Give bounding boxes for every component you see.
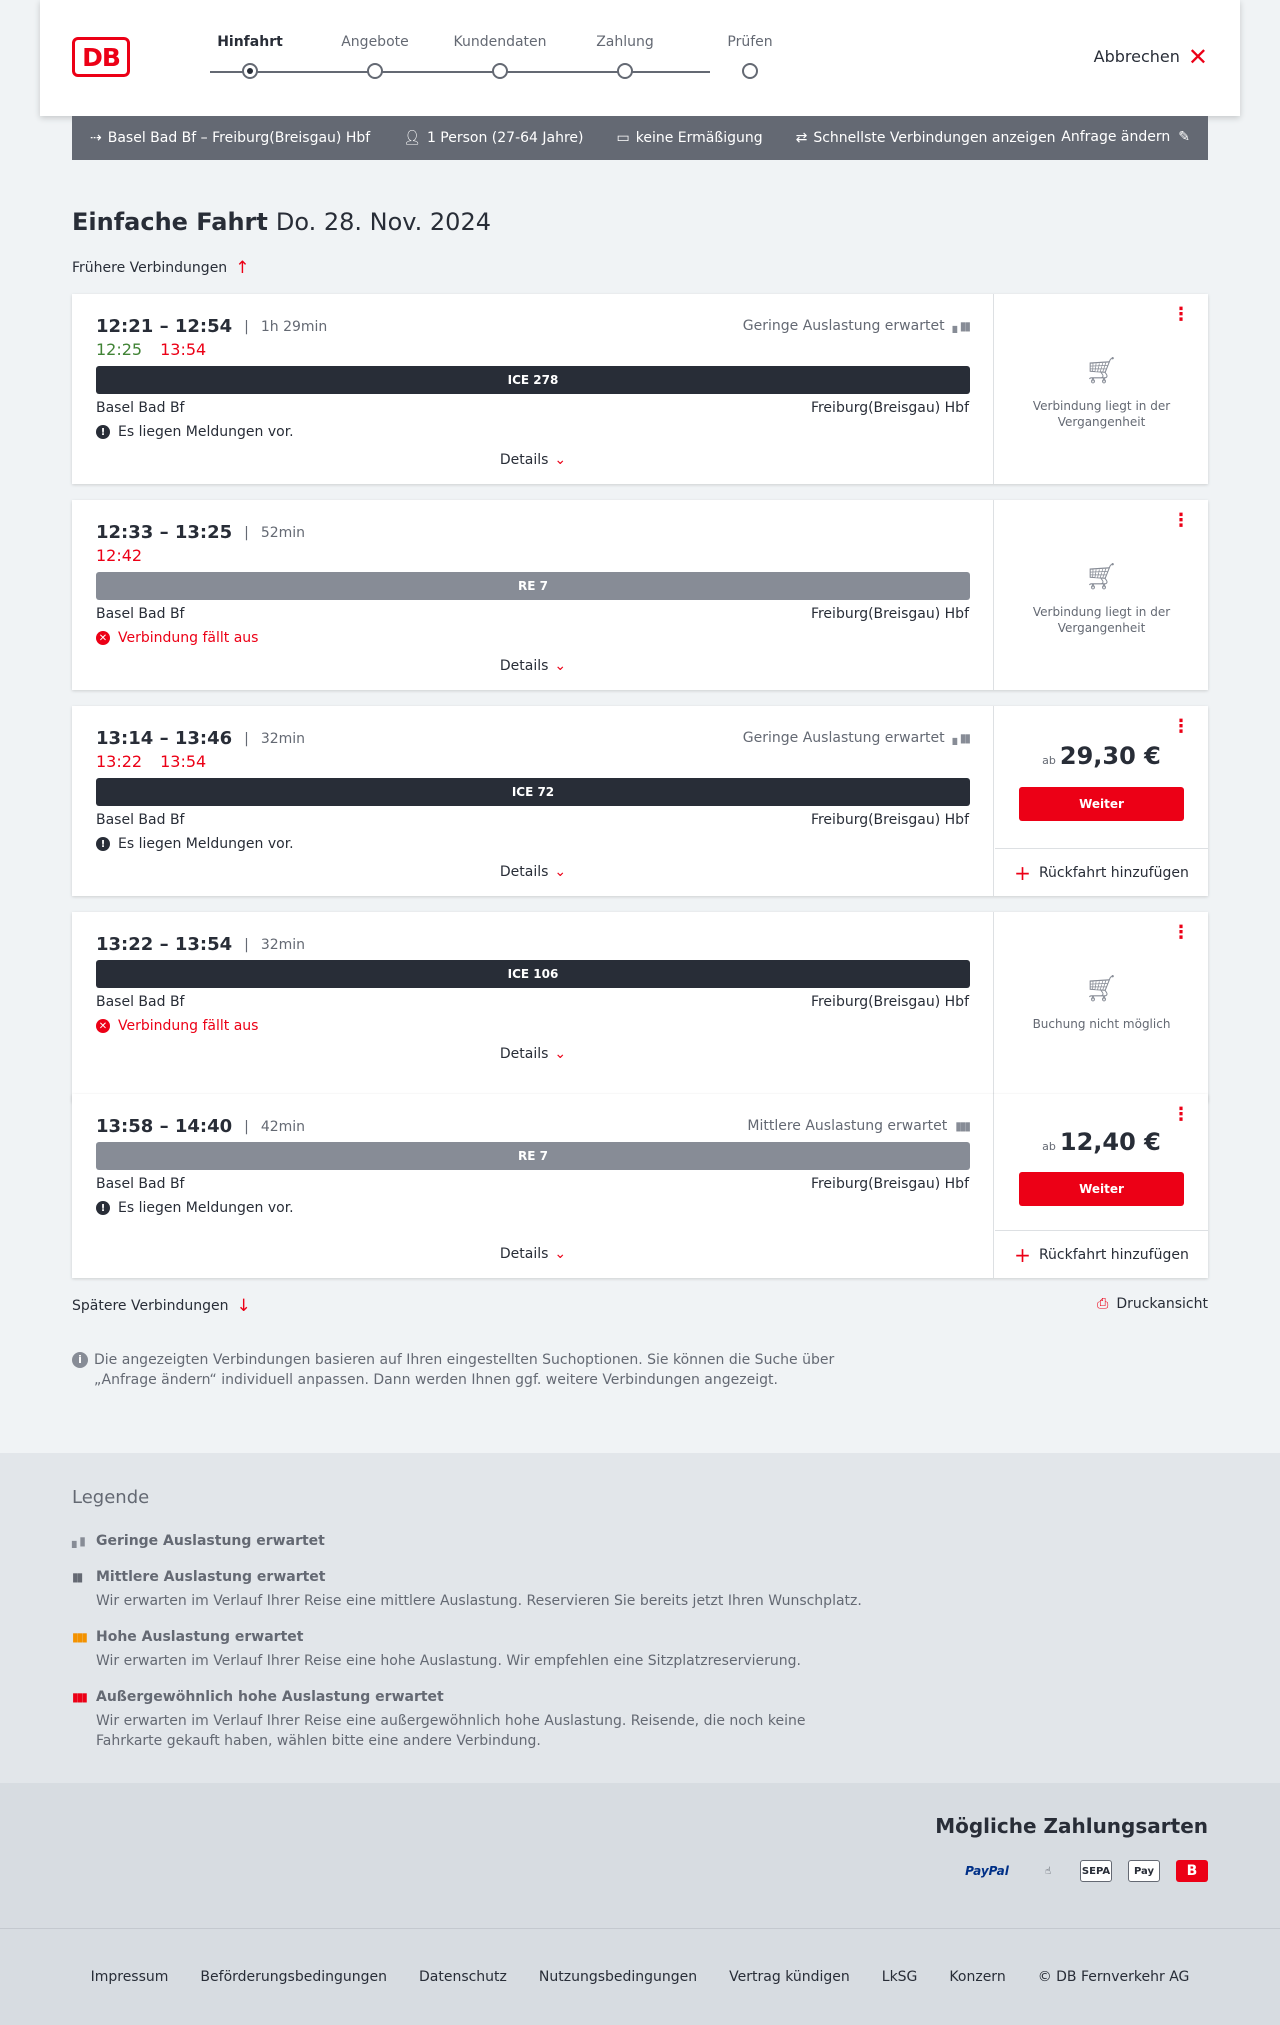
legend-item-medium: ▮▮ Mittlere Auslastung erwartet Wir erwarten im Verlauf Ihrer Reise eine mittlere Auslastung. Reservieren Sie bereits jetzt Ihren Wunschplatz. <box>72 1569 862 1609</box>
notice-message: ! Es liegen Meldungen vor. <box>96 836 294 852</box>
connection-times: 13:14 – 13:46 | 32min <box>96 728 306 749</box>
card-icon: ▭ <box>616 130 630 146</box>
app-header <box>40 0 1240 116</box>
cancel-circle-icon: ✕ <box>96 1019 110 1033</box>
low-load-icon: ▖▮ <box>72 1534 84 1548</box>
legend-item-low: ▖▮ Geringe Auslastung erwartet <box>72 1533 325 1549</box>
later-connections-link[interactable]: Spätere Verbindungen ↓ <box>72 1296 251 1316</box>
connection-info[interactable] <box>72 706 994 896</box>
add-return-button[interactable]: + Rückfahrt hinzufügen <box>995 848 1208 896</box>
footer-link-impressum[interactable]: Impressum <box>90 1969 169 1985</box>
alert-icon: ! <box>96 1201 110 1215</box>
connection-card <box>72 294 1208 484</box>
step-angebote: Angebote <box>315 34 435 54</box>
train-bar[interactable]: ICE 278 <box>96 366 970 394</box>
filter-icon: ⇄ <box>795 130 808 146</box>
step-pruefen: Prüfen <box>690 34 810 54</box>
footer-link-datenschutz[interactable]: Datenschutz <box>418 1969 507 1985</box>
offer-panel <box>995 1094 1208 1278</box>
route-arrow-icon: ⇢ <box>90 130 102 146</box>
realtime-times: 12:42 <box>96 546 143 565</box>
search-summary-bar <box>72 116 1208 160</box>
copyright: © DB Fernverkehr AG <box>1037 1969 1190 1985</box>
payment-title: Mögliche Zahlungsarten <box>935 1814 1208 1838</box>
unavailable-notice: 🛒︎ Verbindung liegt in der Vergangenheit <box>995 562 1208 636</box>
connection-times: 12:21 – 12:54 | 1h 29min <box>96 316 328 337</box>
step-dot <box>242 63 258 79</box>
offer-panel <box>995 294 1208 484</box>
notice-message: ! Es liegen Meldungen vor. <box>96 424 294 440</box>
load-indicator: Geringe Auslastung erwartet ▖▮▮ <box>742 318 969 334</box>
offer-panel <box>995 912 1208 1102</box>
load-indicator: Mittlere Auslastung erwartet ▮▮▮ <box>747 1118 969 1134</box>
train-bar[interactable]: RE 7 <box>96 572 970 600</box>
step-hinfahrt: Hinfahrt <box>190 34 310 54</box>
travel-date: Do. 28. Nov. 2024 <box>275 208 491 236</box>
connection-card <box>72 912 1208 1102</box>
step-dot <box>617 63 633 79</box>
departure-station: Basel Bad Bf <box>96 994 185 1010</box>
progress-line <box>210 71 710 73</box>
credit-card-icon: ☝︎ <box>1044 1865 1052 1877</box>
more-options-icon[interactable]: ⋮ <box>1172 1104 1190 1125</box>
train-bar[interactable]: ICE 72 <box>96 778 970 806</box>
connection-info[interactable] <box>72 500 994 690</box>
chevron-down-icon: ⌄ <box>554 864 567 880</box>
arrival-station: Freiburg(Breisgau) Hbf <box>810 400 969 416</box>
discount-summary[interactable]: ▭ keine Ermäßigung <box>616 130 763 146</box>
more-options-icon[interactable]: ⋮ <box>1172 304 1190 325</box>
more-options-icon[interactable]: ⋮ <box>1172 716 1190 737</box>
unavailable-notice: 🛒︎ Buchung nicht möglich <box>995 974 1208 1032</box>
step-dot <box>367 63 383 79</box>
medium-load-icon: ▮▮▮ <box>955 1119 969 1133</box>
chevron-down-icon: ⌄ <box>554 1246 567 1262</box>
sepa-icon: SEPA <box>1080 1860 1112 1882</box>
person-icon: 👤︎ <box>403 130 421 146</box>
plus-icon: + <box>1014 1242 1031 1267</box>
offer-panel <box>995 706 1208 896</box>
continue-button[interactable]: Weiter <box>1019 1172 1184 1206</box>
more-options-icon[interactable]: ⋮ <box>1172 510 1190 531</box>
departure-station: Basel Bad Bf <box>96 606 185 622</box>
db-logo[interactable]: DB <box>72 37 130 77</box>
search-info-note: i Die angezeigten Verbindungen basieren auf Ihren eingestellten Suchoptionen. Sie können die Suche über „Anfrage ändern“ individuell anpassen. Dann werden Ihnen ggf. weitere Verbindungen angezeigt. <box>72 1350 852 1390</box>
footer-link-vertrag[interactable]: Vertrag kündigen <box>729 1969 850 1985</box>
connection-card <box>72 706 1208 896</box>
alert-icon: ! <box>96 837 110 851</box>
chevron-down-icon: ⌄ <box>554 658 567 674</box>
arrival-station: Freiburg(Breisgau) Hbf <box>810 1176 969 1192</box>
progress-steps <box>180 34 773 84</box>
unavailable-notice: 🛒︎ Verbindung liegt in der Vergangenheit <box>995 356 1208 430</box>
connection-times: 13:22 – 13:54 | 32min <box>96 934 306 955</box>
info-icon: i <box>72 1352 88 1368</box>
arrival-station: Freiburg(Breisgau) Hbf <box>810 606 969 622</box>
continue-button[interactable]: Weiter <box>1019 787 1184 821</box>
high-load-icon: ▮▮▮ <box>72 1630 86 1644</box>
arrival-station: Freiburg(Breisgau) Hbf <box>810 994 969 1010</box>
very-high-load-icon: ▮▮▮ <box>72 1690 86 1704</box>
cart-unavailable-icon: 🛒︎ <box>1084 562 1118 592</box>
train-bar[interactable]: ICE 106 <box>96 960 970 988</box>
legend-title: Legende <box>72 1487 150 1508</box>
printer-icon: ⎙ <box>1097 1296 1109 1312</box>
footer-link-konzern[interactable]: Konzern <box>949 1969 1006 1985</box>
apple-pay-icon: Pay <box>1128 1860 1160 1882</box>
plus-icon: + <box>1014 860 1031 885</box>
price: ab 29,30 € <box>1042 742 1161 770</box>
add-return-button[interactable]: + Rückfahrt hinzufügen <box>995 1230 1208 1278</box>
fastest-toggle[interactable]: ⇄ Schnellste Verbindungen anzeigen <box>795 130 1056 146</box>
connection-card <box>72 500 1208 690</box>
realtime-times: 13:22 13:54 <box>96 752 207 771</box>
connection-card <box>72 1094 1208 1278</box>
footer <box>0 1928 1280 2025</box>
details-toggle[interactable]: Details ⌄ <box>499 1046 567 1062</box>
footer-link-lksg[interactable]: LkSG <box>881 1969 918 1985</box>
route-summary[interactable]: ⇢ Basel Bad Bf – Freiburg(Breisgau) Hbf <box>90 130 371 146</box>
details-toggle[interactable]: Details ⌄ <box>499 864 567 880</box>
footer-link-nutzung[interactable]: Nutzungsbedingungen <box>538 1969 698 1985</box>
passenger-summary[interactable]: 👤︎ 1 Person (27-64 Jahre) <box>403 130 584 146</box>
cancellation-message: ✕ Verbindung fällt aus <box>96 1018 258 1034</box>
connection-info[interactable] <box>72 294 994 484</box>
legend-item-high: ▮▮▮ Hohe Auslastung erwartet Wir erwarten im Verlauf Ihrer Reise eine hohe Auslastung. Wir empfehlen eine Sitzplatzreservierung. <box>72 1629 801 1669</box>
realtime-times: 12:25 13:54 <box>96 340 207 359</box>
more-options-icon[interactable]: ⋮ <box>1172 922 1190 943</box>
cancellation-message: ✕ Verbindung fällt aus <box>96 630 258 646</box>
cart-unavailable-icon: 🛒︎ <box>1084 356 1118 386</box>
load-indicator: Geringe Auslastung erwartet ▖▮▮ <box>742 730 969 746</box>
notice-message: ! Es liegen Meldungen vor. <box>96 1200 294 1216</box>
connection-info[interactable] <box>72 912 994 1102</box>
chevron-down-icon: ⌄ <box>554 452 567 468</box>
db-bonus-icon: B <box>1176 1860 1208 1882</box>
step-kundendaten: Kundendaten <box>440 34 560 54</box>
chevron-down-icon: ⌄ <box>554 1046 567 1062</box>
payment-icons <box>958 1860 1208 1882</box>
details-toggle[interactable]: Details ⌄ <box>499 658 567 674</box>
pencil-icon: ✎ <box>1178 129 1190 145</box>
earlier-connections-link[interactable]: Frühere Verbindungen ↑ <box>72 258 250 278</box>
medium-load-icon: ▮▮ <box>72 1570 82 1584</box>
price: ab 12,40 € <box>1042 1128 1161 1156</box>
step-dot <box>742 63 758 79</box>
cancel-button[interactable]: Abbrechen ✕ <box>1093 42 1208 71</box>
connection-info[interactable] <box>72 1094 994 1278</box>
close-icon: ✕ <box>1187 42 1208 71</box>
arrival-station: Freiburg(Breisgau) Hbf <box>810 812 969 828</box>
train-bar[interactable]: RE 7 <box>96 1142 970 1170</box>
alert-icon: ! <box>96 425 110 439</box>
print-view-link[interactable]: ⎙ Druckansicht <box>1097 1296 1208 1312</box>
connection-times: 12:33 – 13:25 | 52min <box>96 522 306 543</box>
footer-link-befoerderung[interactable]: Beförderungsbedingungen <box>200 1969 387 1985</box>
cart-unavailable-icon: 🛒︎ <box>1084 974 1118 1004</box>
departure-station: Basel Bad Bf <box>96 1176 185 1192</box>
low-load-icon: ▖▮▮ <box>952 731 969 745</box>
step-zahlung: Zahlung <box>565 34 685 54</box>
connection-times: 13:58 – 14:40 | 42min <box>96 1116 306 1137</box>
payment-methods-section <box>0 1783 1280 1928</box>
arrow-up-icon: ↑ <box>235 258 250 278</box>
edit-search-button[interactable]: Anfrage ändern ✎ <box>1061 129 1190 145</box>
details-toggle[interactable]: Details ⌄ <box>499 1246 567 1262</box>
page-title: Einfache Fahrt Do. 28. Nov. 2024 <box>72 208 491 236</box>
legend-item-very-high: ▮▮▮ Außergewöhnlich hohe Auslastung erwartet Wir erwarten im Verlauf Ihrer Reise eine außergewöhnlich hohe Auslastung. Reisende, die noch keine Fahrkarte gekauft haben, wählen bitte eine andere Verbindung. <box>72 1689 806 1749</box>
cancel-circle-icon: ✕ <box>96 631 110 645</box>
step-dot <box>492 63 508 79</box>
departure-station: Basel Bad Bf <box>96 812 185 828</box>
low-load-icon: ▖▮▮ <box>952 319 969 333</box>
legend-section <box>0 1453 1280 1783</box>
arrow-down-icon: ↓ <box>236 1296 251 1316</box>
details-toggle[interactable]: Details ⌄ <box>499 452 567 468</box>
paypal-icon: PayPal <box>965 1864 1009 1878</box>
offer-panel <box>995 500 1208 690</box>
departure-station: Basel Bad Bf <box>96 400 185 416</box>
